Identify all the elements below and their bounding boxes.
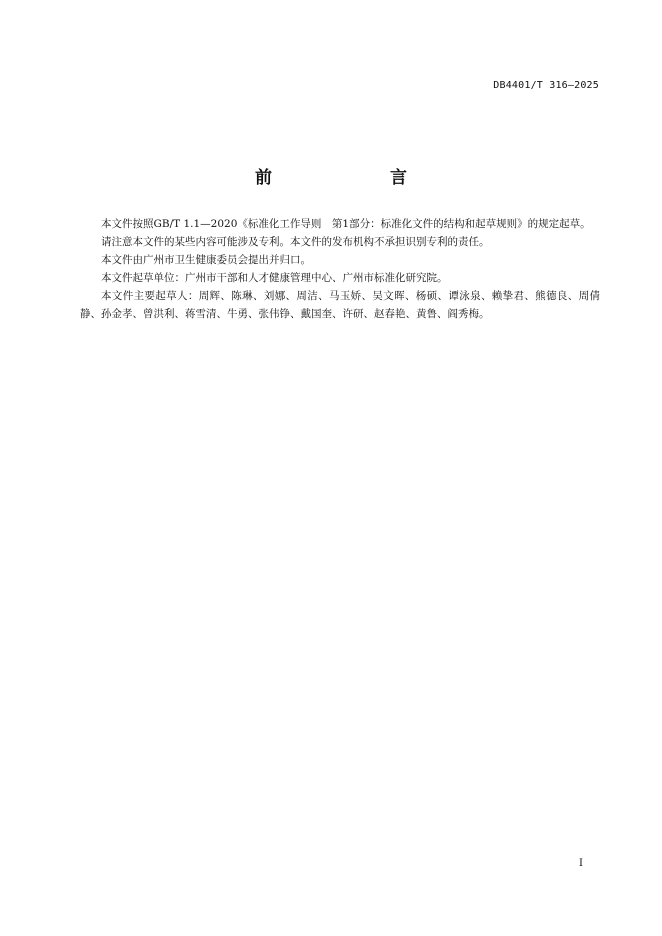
paragraph-drafters: 本文件主要起草人：周辉、陈琳、刘娜、周洁、马玉娇、吴文晖、杨硕、谭泳泉、赖挚君、熊德良、周倩静、孙金孝、曾洪利、蒋雪清、牛勇、张伟铮、戴国奎、许研、赵春艳、黄鲁、阎秀梅。: [80, 290, 600, 320]
document-code-header: DB4401/T 316—2025: [493, 80, 599, 91]
page-number: I: [579, 858, 583, 869]
foreword-body: [80, 215, 600, 323]
paragraph-drafting-rules: 本文件按照GB/T 1.1—2020《标准化工作导则 第1部分：标准化文件的结构和起草规则》的规定起草。: [101, 218, 591, 230]
paragraph-patent-notice: 请注意本文件的某些内容可能涉及专利。本文件的发布机构不承担识别专利的责任。: [101, 236, 490, 248]
paragraph-drafting-units: 本文件起草单位：广州市干部和人才健康管理中心、广州市标准化研究院。: [101, 272, 448, 284]
section-title: 前 言: [255, 168, 435, 188]
paragraph-proposer: 本文件由广州市卫生健康委员会提出并归口。: [101, 254, 311, 266]
